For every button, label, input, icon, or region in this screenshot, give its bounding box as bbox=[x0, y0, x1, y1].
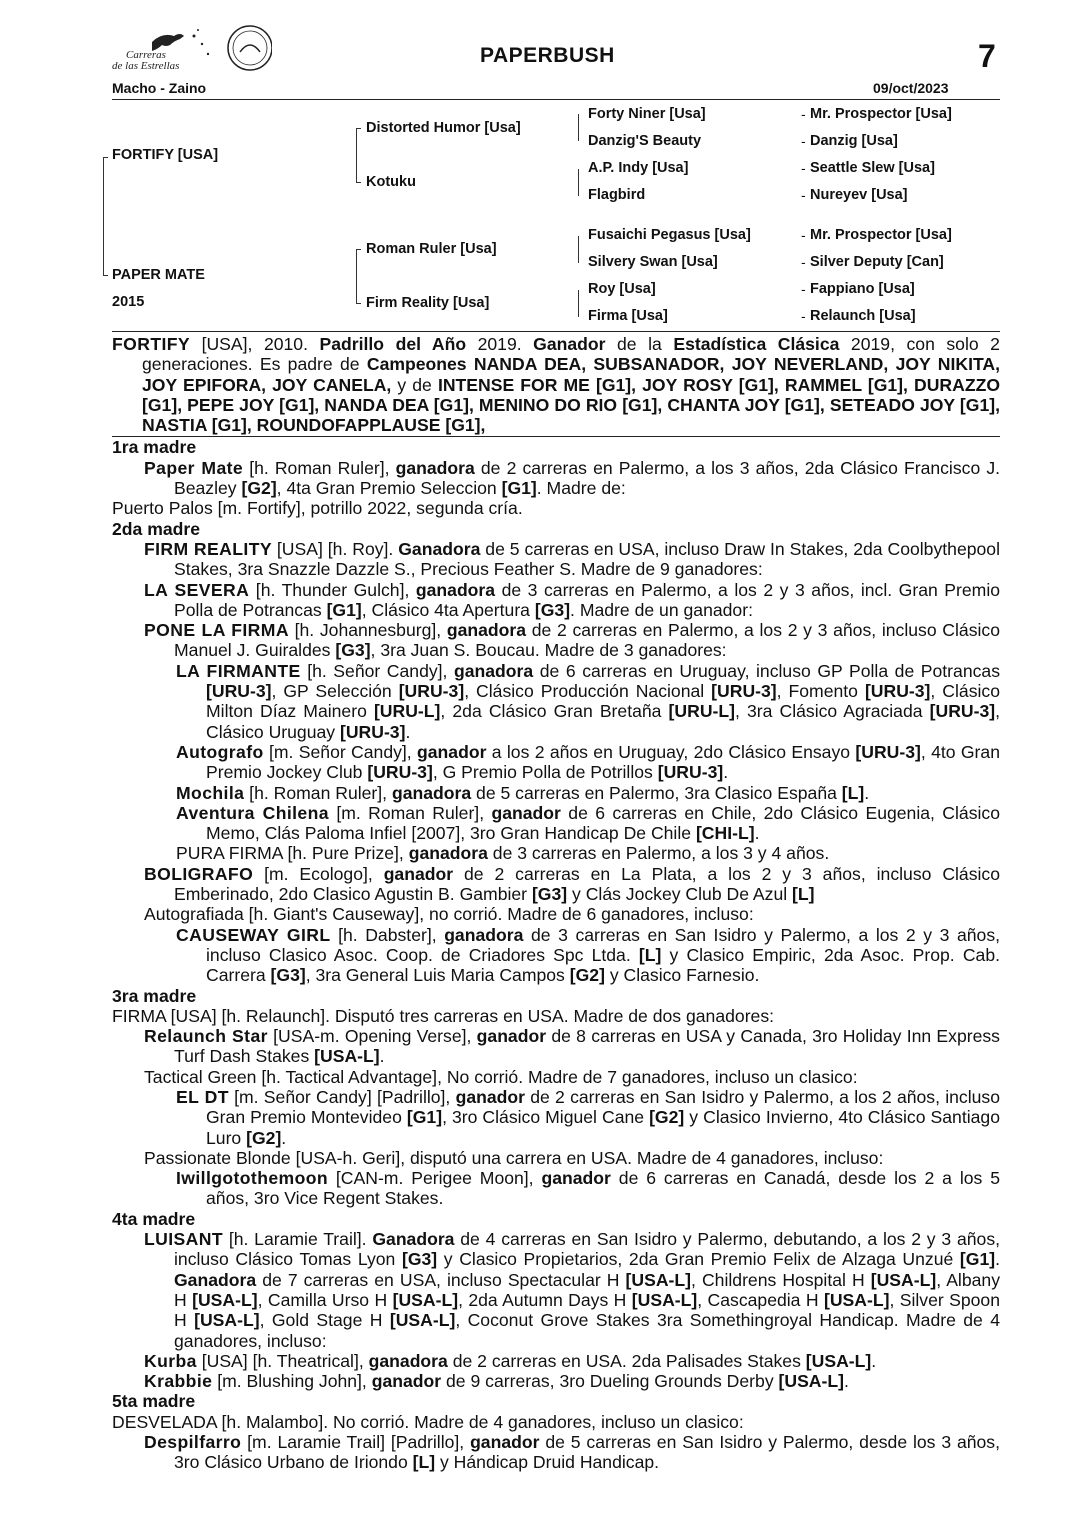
produce-entry: Tactical Green [h. Tactical Advantage], No corrió. Madre de 7 ganadores, incluso un clasico: bbox=[144, 1066, 858, 1087]
sire: FORTIFY [USA] bbox=[112, 147, 219, 163]
catalog-text bbox=[112, 334, 1000, 1473]
pedigree-divider bbox=[112, 331, 1000, 332]
dam-year: 2015 bbox=[112, 294, 145, 310]
produce-entry: Iwillgotothemoon [CAN-m. Perigee Moon], ganador de 6 carreras en Canadá, desde los 2 a los 5 años, 3ro Vice Regent Stakes. bbox=[176, 1168, 1001, 1209]
produce-entry: BOLIGRAFO [m. Ecologo], ganador de 2 carreras en La Plata, a los 2 y 3 años, incluso Clásico Emberinado, 2do Clasico Agustin B. Gambier [G3] y Clás Jockey Club De Azul [L] bbox=[144, 863, 1001, 905]
g4-1: Mr. Prospector [Usa] bbox=[810, 106, 952, 122]
g4-6: Silver Deputy [Can] bbox=[810, 254, 944, 270]
logo-text: Carreras de las Estrellas bbox=[112, 49, 180, 72]
g3-2: Danzig'S Beauty bbox=[588, 133, 702, 149]
dam: PAPER MATE bbox=[112, 267, 205, 283]
produce-entry: PURA FIRMA [h. Pure Prize], ganadora de 3 carreras en Palermo, a los 3 y 4 años. bbox=[176, 843, 830, 864]
produce-entry: Aventura Chilena [m. Roman Ruler], ganador de 6 carreras en Chile, 2do Clásico Eugenia, Clásico Memo, Clás Paloma Infiel [2007], 3ro Gran Handicap De Chile [CHI-L]. bbox=[176, 802, 1000, 844]
section-heading: 2da madre bbox=[112, 518, 201, 539]
produce-entry: LA FIRMANTE [h. Señor Candy], ganadora de 6 carreras en Uruguay, incluso GP Polla de Potrancas [URU-3], GP Selección [URU-3], Clásico Producción Nacional [URU-3], Fomento [URU-3], Clásico Milton Díaz Mainero [URU-L], 2da Clásico Gran Bretaña [URU-L], 3ra Clásico Agraciada [URU-3], Clásico Uruguay [URU-3]. bbox=[176, 660, 1001, 742]
g4-2: Danzig [Usa] bbox=[810, 133, 898, 149]
dam-dam: Firm Reality [Usa] bbox=[366, 295, 490, 311]
produce-entry: PONE LA FIRMA [h. Johannesburg], ganadora de 2 carreras en Palermo, a los 2 y 3 años, incluso Clásico Manuel J. Guiraldes [G3], 3ra Juan S. Boucau. Madre de 3 ganadores: bbox=[144, 620, 1000, 661]
sire-sire: Distorted Humor [Usa] bbox=[366, 120, 521, 136]
g4-4: Nureyev [Usa] bbox=[810, 187, 908, 203]
date: 09/oct/2023 bbox=[873, 80, 949, 96]
produce-entry: Autografiada [h. Giant's Causeway], no corrió. Madre de 6 ganadores, incluso: bbox=[144, 904, 754, 925]
g4-7: Fappiano [Usa] bbox=[810, 281, 915, 297]
section-heading: 1ra madre bbox=[112, 437, 197, 458]
produce-entry: LA SEVERA [h. Thunder Gulch], ganadora de 3 carreras en Palermo, a los 2 y 3 años, incl. Gran Premio Polla de Potrancas [G1], Clásico 4ta Apertura [G3]. Madre de un ganador: bbox=[144, 579, 1001, 620]
sire-paragraph: FORTIFY [USA], 2010. Padrillo del Año 2019. Ganador de la Estadística Clásica 2019, con solo 2 generaciones. Es padre de Campeones NANDA DEA, SUBSANADOR, JOY NEVERLAND, JOY NIKITA, JOY EPIFORA, JOY CANELA, y de INTENSE FOR ME [G1], JOY ROSY [G1], RAMMEL [G1], DURAZZO [G1], PEPE JOY [G1], NANDA DEA [G1], MENINO DO RIO [G1], CHANTA JOY [G1], SETEADO JOY [G1], NASTIA [G1], ROUNDOFAPPLAUSE [G1], bbox=[112, 334, 1000, 436]
produce-entry: Krabbie [m. Blushing John], ganador de 9 carreras, 3ro Dueling Grounds Derby [USA-L]. bbox=[144, 1371, 849, 1392]
dam-entry: FIRM REALITY [USA] [h. Roy]. Ganadora de 5 carreras en USA, incluso Draw In Stakes, 2da Coolbythepool Stakes, 3ra Snazzle Dazzle S., Precious Feather S. Madre de 9 ganadores: bbox=[144, 538, 1000, 580]
sex-color: Macho - Zaino bbox=[112, 80, 207, 96]
g3-5: Fusaichi Pegasus [Usa] bbox=[588, 227, 751, 243]
g3-6: Silvery Swan [Usa] bbox=[588, 254, 718, 270]
page-title: PAPERBUSH bbox=[480, 44, 615, 67]
dam-entry: Paper Mate [h. Roman Ruler], ganadora de 2 carreras en Palermo, a los 3 años, 2da Clásico Francisco J. Beazley [G2], 4ta Gran Premio Seleccion [G1]. Madre de: bbox=[144, 457, 1001, 499]
g4-8: Relaunch [Usa] bbox=[810, 308, 916, 324]
section-heading: 5ta madre bbox=[112, 1391, 196, 1412]
sire-dam: Kotuku bbox=[366, 174, 416, 190]
dam-entry: LUISANT [h. Laramie Trail]. Ganadora de 4 carreras en San Isidro y Palermo, debutando, a los 2 y 3 años, incluso Clásico Tomas Lyon [G3] y Clasico Propietarios, 2da Gran Premio Felix de Alzaga Unzué [G1]. Ganadora de 7 carreras en USA, incluso Spectacular H [USA-L], Childrens Hospital H [USA-L], Albany H [USA-L], Camilla Urso H [USA-L], 2da Autumn Days H [USA-L], Cascapedia H [USA-L], Silver Spoon H [USA-L], Gold Stage H [USA-L], Coconut Grove Stakes 3ra Somethingroyal Handicap. Madre de 4 ganadores, incluso: bbox=[144, 1229, 1001, 1351]
section-heading: 3ra madre bbox=[112, 985, 197, 1006]
dam-entry: FIRMA [USA] [h. Relaunch]. Disputó tres carreras en USA. Madre de dos ganadores: bbox=[112, 1005, 775, 1026]
dam-sire: Roman Ruler [Usa] bbox=[366, 241, 497, 257]
catalog-number: 7 bbox=[978, 38, 996, 74]
produce-entry: Kurba [USA] [h. Theatrical], ganadora de 2 carreras en USA. 2da Palisades Stakes [USA-L]. bbox=[144, 1350, 877, 1371]
logo bbox=[112, 24, 272, 84]
g3-4: Flagbird bbox=[588, 187, 646, 203]
produce-entry: Despilfarro [m. Laramie Trail] [Padrillo], ganador de 5 carreras en San Isidro y Palermo, desde los 3 años, 3ro Clásico Urbano de Iriondo [L] y Hándicap Druid Handicap. bbox=[144, 1432, 1000, 1473]
g4-3: Seattle Slew [Usa] bbox=[810, 160, 935, 176]
dam-entry: DESVELADA [h. Malambo]. No corrió. Madre de 4 ganadores, incluso un clasico: bbox=[112, 1411, 744, 1432]
produce-entry: EL DT [m. Señor Candy] [Padrillo], ganador de 2 carreras en San Isidro y Palermo, a los 2 años, incluso Gran Premio Montevideo [G1], 3ro Clásico Miguel Cane [G2] y Clasico Invierno, 4to Clásico Santiago Luro [G2]. bbox=[176, 1086, 1001, 1148]
g3-7: Roy [Usa] bbox=[588, 281, 656, 297]
g3-8: Firma [Usa] bbox=[588, 308, 668, 324]
g3-3: A.P. Indy [Usa] bbox=[588, 160, 689, 176]
header-divider bbox=[112, 99, 1000, 100]
g3-1: Forty Niner [Usa] bbox=[588, 106, 706, 122]
produce-entry: Puerto Palos [m. Fortify], potrillo 2022, segunda cría. bbox=[112, 498, 523, 519]
produce-entry: Passionate Blonde [USA-h. Geri], disputó una carrera en USA. Madre de 4 ganadores, incluso: bbox=[144, 1147, 884, 1168]
produce-entry: Mochila [h. Roman Ruler], ganadora de 5 carreras en Palermo, 3ra Clasico España [L]. bbox=[176, 782, 870, 803]
produce-entry: Relaunch Star [USA-m. Opening Verse], ganador de 8 carreras en USA y Canada, 3ro Holiday Inn Express Turf Dash Stakes [USA-L]. bbox=[144, 1026, 1000, 1067]
produce-entry: Autografo [m. Señor Candy], ganador a los 2 años en Uruguay, 2do Clásico Ensayo [URU-3], 4to Gran Premio Jockey Club [URU-3], G Premio Polla de Potrillos [URU-3]. bbox=[176, 741, 1000, 783]
produce-entry: CAUSEWAY GIRL [h. Dabster], ganadora de 3 carreras en San Isidro y Palermo, a los 2 y 3 años, incluso Clasico Asoc. Coop. de Criadores Spc Ltda. [L] y Clasico Empiric, 2da Asoc. Prop. Cab. Carrera [G3], 3ra General Luis Maria Campos [G2] y Clasico Farnesio. bbox=[176, 924, 1001, 986]
g4-5: Mr. Prospector [Usa] bbox=[810, 227, 952, 243]
section-heading: 4ta madre bbox=[112, 1208, 196, 1229]
